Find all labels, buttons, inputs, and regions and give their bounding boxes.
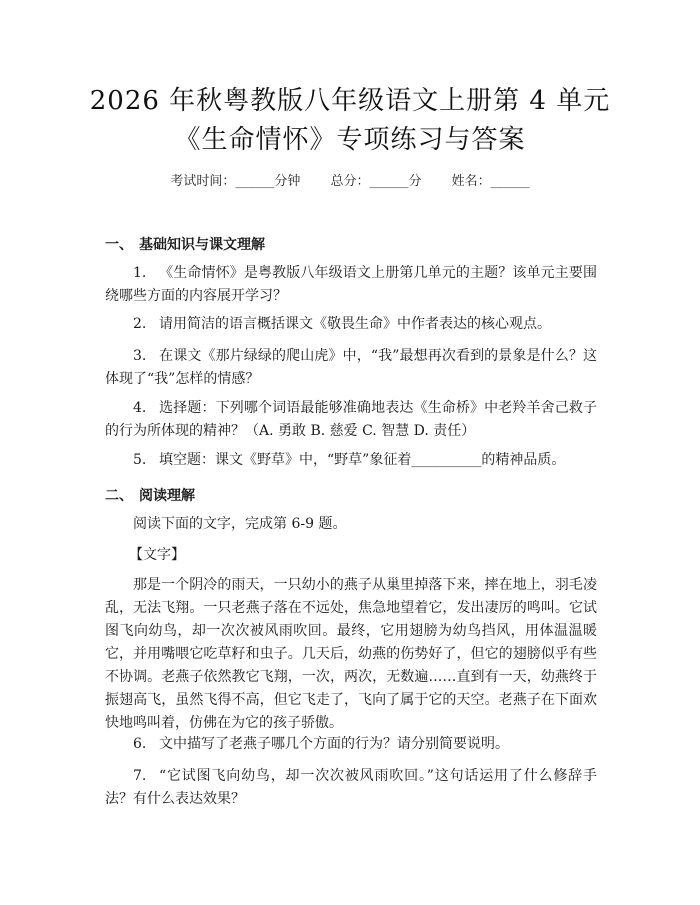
question-4	[105, 397, 597, 443]
question-text: 《生命情怀》是粤教版八年级语文上册第几单元的主题？该单元主要围绕哪些方面的内容展开学习？	[105, 265, 597, 304]
section-heading-1	[105, 234, 265, 254]
question-text: 填空题：课文《野草》中，“野草”象征着__________的精神品质。	[159, 452, 566, 468]
question-text: 在课文《那片绿绿的爬山虎》中，“我”最想再次看到的景象是什么？这体现了“我”怎样的情感？	[105, 348, 597, 387]
question-text: 选择题：下列哪个词语最能够准确地表达《生命桥》中老羚羊舍己救子的行为所体现的精神？（A. 勇敢 B. 慈爱 C. 智慧 D. 责任）	[105, 400, 597, 439]
name-field: 姓名：______	[451, 174, 530, 189]
document-title-line2: 《生命情怀》专项练习与答案	[174, 125, 526, 155]
question-number: 6.	[133, 736, 147, 752]
question-text: 请用简洁的语言概括课文《敬畏生命》中作者表达的核心观点。	[159, 316, 551, 332]
question-7	[105, 765, 597, 811]
question-number: 3.	[133, 348, 147, 364]
question-number: 2.	[133, 316, 147, 332]
question-1	[105, 262, 597, 308]
document-title-line1: 2026 年秋粤教版八年级语文上册第 4 单元	[89, 86, 611, 116]
section-title: 阅读理解	[139, 488, 195, 504]
reading-passage: 那是一个阴冷的雨天，一只幼小的燕子从巢里掉落下来，摔在地上，羽毛凌乱，无法飞翔。一只老燕子落在不远处，焦急地望着它，发出凄厉的鸣叫。它试图飞向幼鸟，却一次次被风雨吹回。最终，它用翅膀为幼鸟挡风，用体温温暖它，并用嘴喂它吃草籽和虫子。几天后，幼燕的伤势好了，但它的翅膀似乎有些不协调。老燕子依然教它飞翔，一次，两次，无数遍……直到有一天，幼燕终于振翅高飞，虽然飞得不高，但它飞走了，飞向了属于它的天空。老燕子在下面欢快地鸣叫着，仿佛在为它的孩子骄傲。	[105, 577, 597, 731]
score-field: 总分：______分	[330, 174, 422, 189]
question-number: 1.	[133, 265, 147, 281]
question-text: “它试图飞向幼鸟，却一次次被风雨吹回。”这句话运用了什么修辞手法？有什么表达效果？	[105, 768, 597, 807]
section-number: 二、	[105, 488, 133, 504]
question-2	[105, 313, 597, 336]
question-5	[105, 449, 597, 472]
question-number: 7.	[133, 768, 147, 784]
section-number: 一、	[105, 237, 133, 253]
reading-tag: 【文字】	[129, 547, 185, 563]
question-number: 4.	[133, 400, 147, 416]
section-title: 基础知识与课文理解	[139, 237, 265, 253]
question-6	[105, 733, 597, 756]
section-heading-2	[105, 485, 195, 505]
question-number: 5.	[133, 452, 147, 468]
question-3	[105, 345, 597, 391]
exam-meta	[0, 170, 700, 189]
question-text: 文中描写了老燕子哪几个方面的行为？请分别简要说明。	[159, 736, 509, 752]
reading-intro: 阅读下面的文字，完成第 6-9 题。	[133, 516, 347, 532]
time-field: 考试时间：______分钟	[170, 174, 301, 189]
